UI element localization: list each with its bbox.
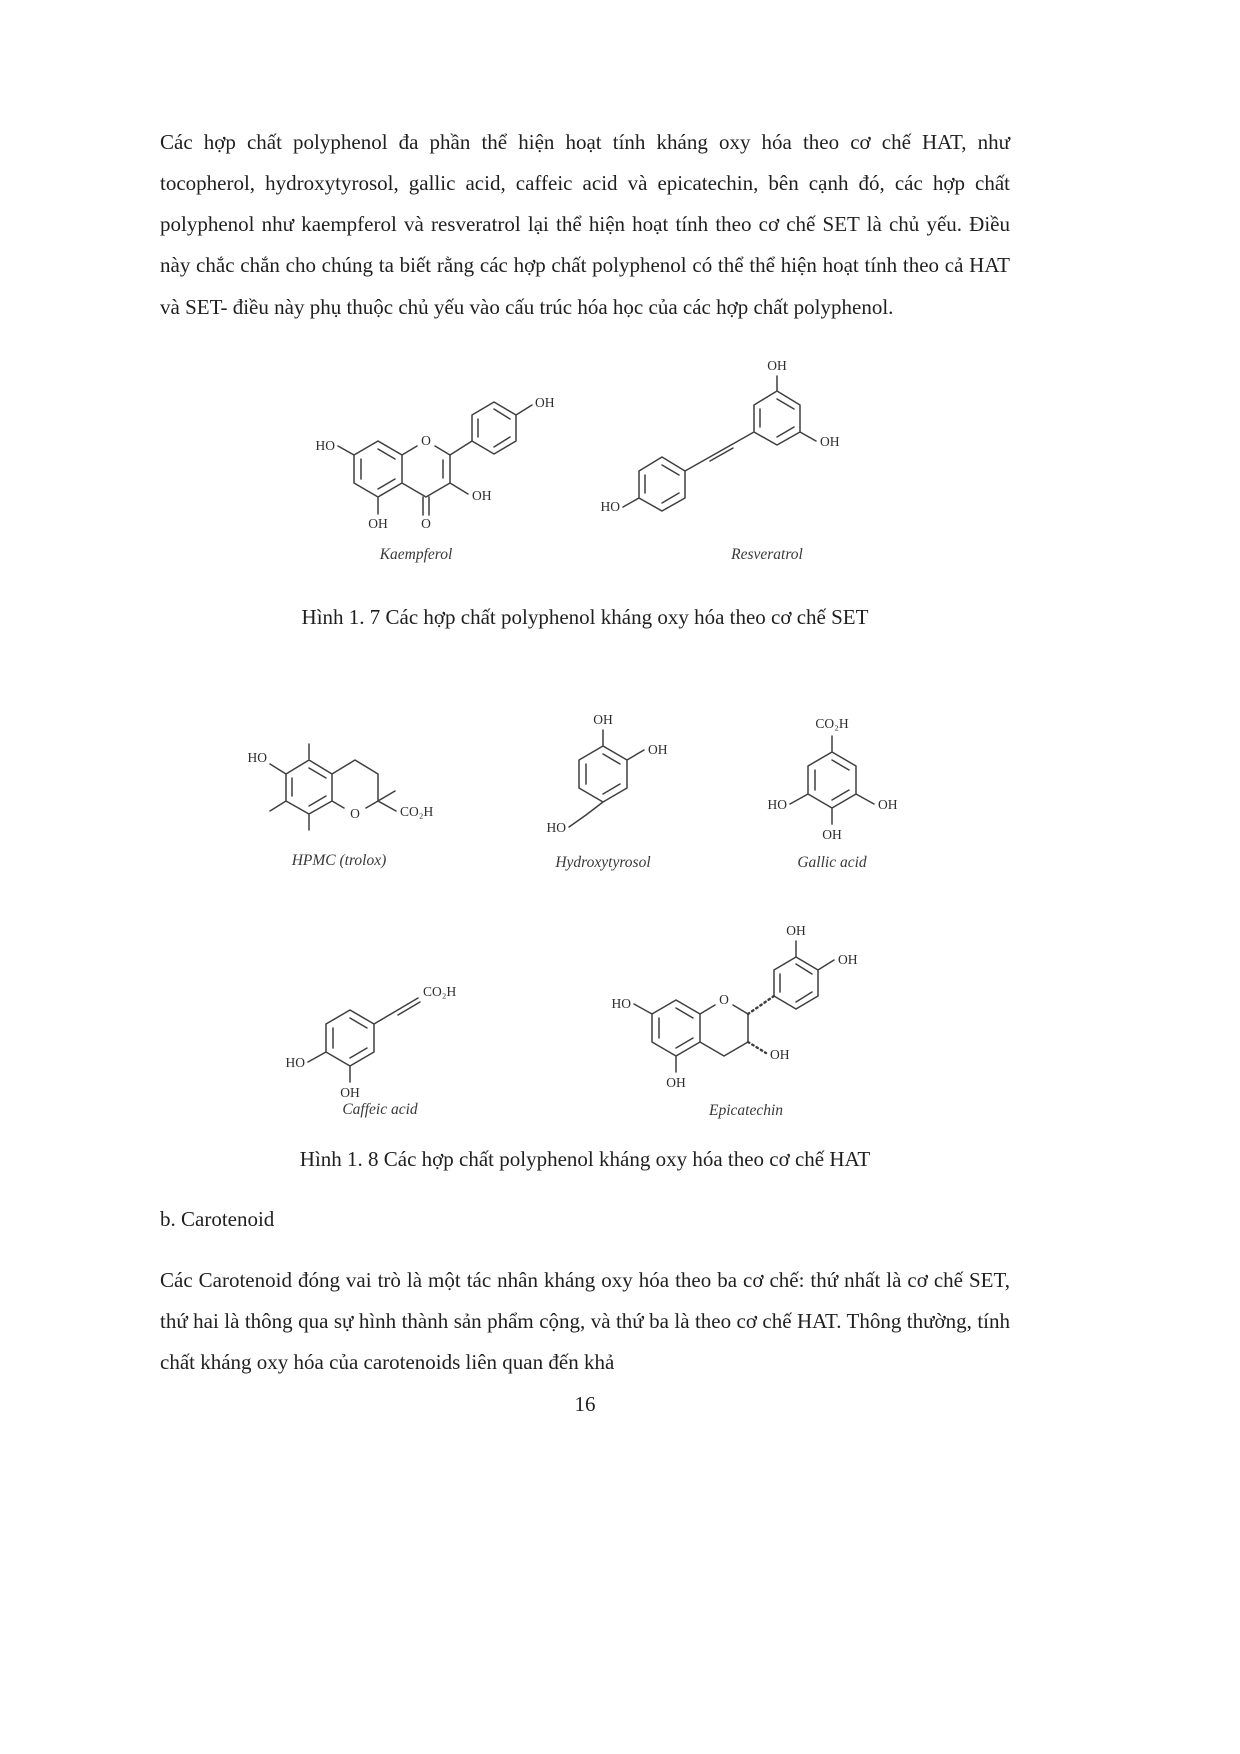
atom-label-oh: OH — [877, 797, 897, 813]
molecule-name-label: Kaempferol — [379, 545, 453, 563]
caffeic-acid-structure — [275, 926, 530, 1121]
molecule-name-label: HPMC (trolox) — [291, 852, 386, 870]
molecule-name-label: Epicatechin — [708, 1102, 783, 1120]
figure-1-7 — [160, 354, 1010, 569]
atom-label-oh: OH — [769, 1047, 789, 1063]
figure-1-8-caption: Hình 1. 8 Các hợp chất polyphenol kháng oxy hóa theo cơ chế HAT — [299, 1147, 871, 1172]
atom-label-ho: HO — [546, 820, 566, 836]
trolox-structure — [239, 702, 474, 877]
molecule-name-label: Caffeic acid — [341, 1101, 418, 1119]
atom-label-oh: OH — [592, 712, 613, 728]
gallic-acid-bonds — [790, 736, 874, 824]
atom-label-oh: OH — [820, 433, 840, 449]
atom-label-oh: OH — [339, 1085, 360, 1101]
resveratrol-bonds — [623, 376, 816, 511]
gallic-acid-structure — [737, 682, 932, 877]
hydroxytyrosol-structure — [508, 682, 703, 877]
figure-1-7-caption: Hình 1. 7 Các hợp chất polyphenol kháng oxy hóa theo cơ chế SET — [301, 604, 869, 629]
atom-label-oh: OH — [368, 515, 388, 531]
atom-label-ring-o: O — [718, 992, 729, 1008]
epicatechin-bonds — [634, 941, 834, 1072]
epicatechin-structure — [596, 893, 896, 1121]
molecule-name-label: Resveratrol — [731, 545, 803, 563]
resveratrol-structure — [592, 354, 872, 569]
figure-1-8-row-1 — [160, 682, 1010, 877]
atom-label-oh: OH — [821, 827, 842, 843]
section-heading-carotenoid: b. Carotenoid — [160, 1206, 275, 1231]
atom-label-oh: OH — [837, 952, 857, 968]
atom-label-ho: HO — [600, 498, 620, 514]
atom-label-ho: HO — [611, 996, 631, 1012]
kaempferol-bonds — [338, 402, 532, 515]
paragraph-1: Các hợp chất polyphenol đa phần thể hiện hoạt tính kháng oxy hóa theo cơ chế HAT, như tocopherol, hydroxytyrosol, gallic acid, caffeic acid và epicatechin, bên cạnh đó, các hợp chất polyphenol như kaempferol và resveratrol lại thể hiện hoạt tính theo cơ chế SET là chủ yếu. Điều này chắc chắn cho chúng ta biết rằng các hợp chất polyphenol có thể thể hiện hoạt tính theo cả HAT và SET- điều này phụ thuộc chủ yếu vào cấu trúc hóa học của các hợp chất polyphenol. — [160, 130, 1010, 319]
atom-label-co2h: CO₂H — [422, 984, 456, 1000]
molecule-name-label: Gallic acid — [796, 854, 867, 872]
atom-label-oh: OH — [767, 357, 787, 373]
atom-label-ho: HO — [315, 437, 335, 453]
atom-label-oh: OH — [785, 923, 806, 939]
molecule-name-label: Hydroxytyrosol — [554, 854, 651, 872]
atom-label-ketone-o: O — [421, 515, 431, 531]
atom-label-ho: HO — [285, 1055, 305, 1071]
atom-label-co2h: CO₂H — [399, 804, 433, 820]
figure-1-8-row-2 — [160, 893, 1010, 1121]
atom-label-ho: HO — [247, 750, 267, 766]
paragraph-2: Các Carotenoid đóng vai trò là một tác nhân kháng oxy hóa theo ba cơ chế: thứ nhất là cơ chế SET, thứ hai là thông qua sự hình thành sản phẩm cộng, và thứ ba là theo cơ chế HAT. Thông thường, tính chất kháng oxy hóa của carotenoids liên quan đến khả — [160, 1268, 1010, 1375]
kaempferol-structure — [298, 354, 578, 569]
hydroxytyrosol-bonds — [569, 730, 644, 827]
atom-label-ho: HO — [767, 797, 787, 813]
atom-label-co2h: CO₂H — [814, 716, 849, 732]
atom-label-ring-o: O — [349, 806, 360, 822]
page-number: 16 — [574, 1391, 596, 1416]
trolox-bonds — [270, 744, 396, 830]
atom-label-oh: OH — [535, 394, 555, 410]
atom-label-oh: OH — [665, 1075, 686, 1091]
caffeic-acid-bonds — [308, 998, 420, 1082]
atom-label-oh: OH — [472, 487, 492, 503]
atom-label-ring-o: O — [421, 432, 431, 448]
atom-label-oh: OH — [647, 742, 667, 758]
